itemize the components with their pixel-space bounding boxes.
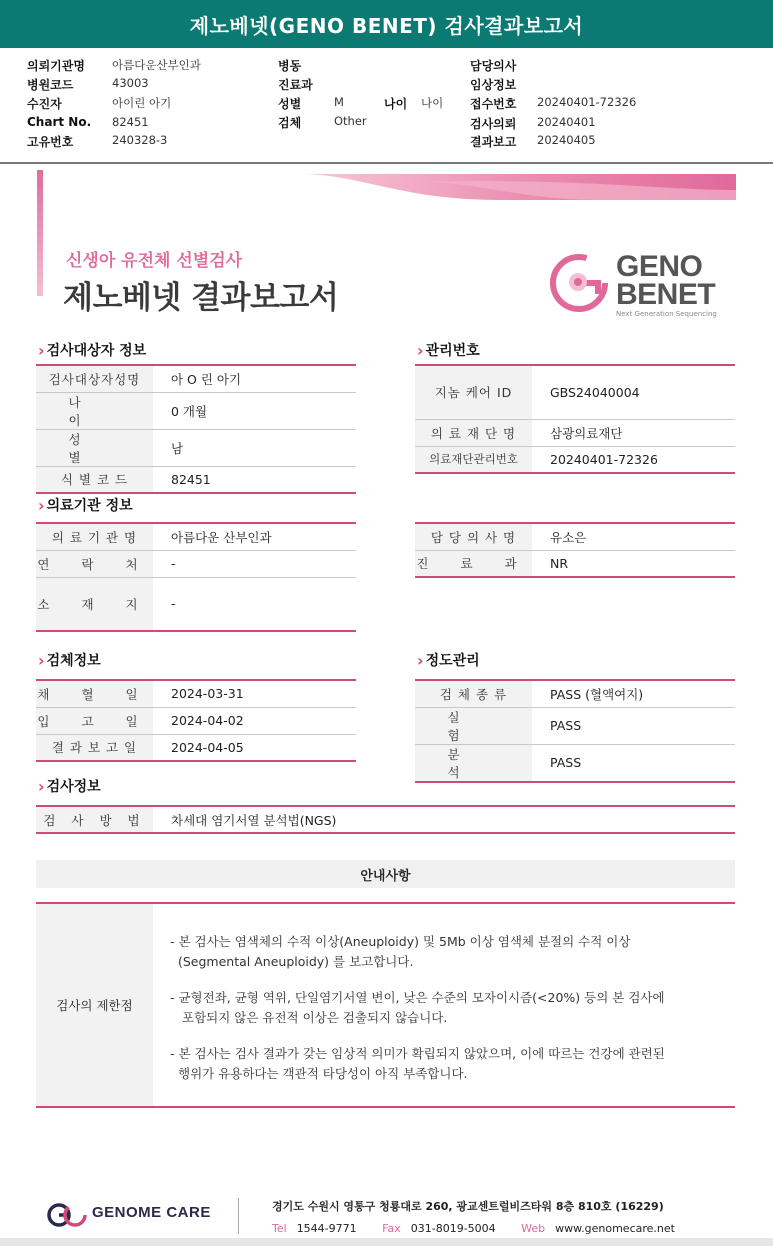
table-key: 식 별 코 드 <box>36 466 153 493</box>
decorative-stripe <box>37 170 43 296</box>
section-title-management <box>417 340 480 360</box>
table-value: NR <box>532 550 735 577</box>
table-row <box>36 577 356 631</box>
notice-item <box>170 988 720 1028</box>
header-value: 43003 <box>112 76 149 90</box>
section-title-specimen <box>38 650 101 670</box>
table-key: 분 석 <box>415 744 532 782</box>
header-label: 담당의사 <box>470 59 517 73</box>
table-row <box>36 523 356 550</box>
header-value: 82451 <box>112 115 149 129</box>
subject-info-table <box>36 364 356 494</box>
table-value: 2024-03-31 <box>153 680 356 707</box>
decorative-wave <box>300 170 736 204</box>
tel-value: 1544-9771 <box>296 1222 357 1235</box>
header-value: 아름다운산부인과 <box>112 58 201 72</box>
chevron-right-icon: › <box>38 776 45 796</box>
header-label: 진료과 <box>278 78 313 92</box>
header-value: 20240401-72326 <box>537 95 637 109</box>
table-row <box>36 429 356 466</box>
test-info-table <box>36 805 735 834</box>
notice-title: 안내사항 <box>360 868 411 884</box>
header-label: Chart No. <box>27 115 92 129</box>
table-value: PASS <box>532 744 735 782</box>
footer-divider <box>238 1198 239 1234</box>
table-key: 의 료 기 관 명 <box>36 523 153 550</box>
header-label: 결과보고 <box>470 135 517 149</box>
report-subtitle: 신생아 유전체 선별검사 <box>66 251 243 271</box>
table-key: 입 고 일 <box>36 707 153 734</box>
genome-care-logo-icon <box>46 1200 88 1230</box>
notice-text <box>170 932 720 1100</box>
patient-header-info <box>0 52 773 164</box>
table-row <box>415 744 735 782</box>
bottom-bar <box>0 1238 773 1246</box>
table-value: 20240401-72326 <box>532 446 735 473</box>
table-key: 의료재단관리번호 <box>415 446 532 473</box>
table-key: 결 과 보 고 일 <box>36 734 153 761</box>
institution-info-table <box>36 522 356 632</box>
fax-label: Fax <box>382 1222 401 1235</box>
header-value: M <box>334 95 344 109</box>
chevron-right-icon: › <box>38 495 45 515</box>
notice-line: - 본 검사는 염색체의 수적 이상(Aneuploidy) 및 5Mb 이상 염색체 분절의 수적 이상 <box>170 934 631 949</box>
table-value: 유소은 <box>532 523 735 550</box>
table-row <box>36 806 735 833</box>
chevron-right-icon: › <box>38 650 45 670</box>
table-value: 삼광의료재단 <box>532 419 735 446</box>
table-key: 성 별 <box>36 429 153 466</box>
notice-line: (Segmental Aneuploidy) 를 보고합니다. <box>178 954 414 969</box>
notice-item <box>170 932 720 972</box>
table-key: 지놈 케어 ID <box>415 365 532 419</box>
table-key: 실 험 <box>415 707 532 744</box>
section-title-text: 의료기관 정보 <box>46 498 133 514</box>
header-value: 20240405 <box>537 133 596 147</box>
header-label: 병원코드 <box>27 78 74 92</box>
table-key: 검 체 종 류 <box>415 680 532 707</box>
specimen-info-table <box>36 679 356 762</box>
table-value: 차세대 염기서열 분석법(NGS) <box>153 806 735 833</box>
table-row <box>415 680 735 707</box>
header-label: 접수번호 <box>470 97 517 111</box>
report-header-bar <box>0 0 773 48</box>
table-value: 아 O 린 아기 <box>153 365 356 392</box>
table-row <box>36 707 356 734</box>
footer-address: 경기도 수원시 영통구 청룡대로 260, 광교센트럴비즈타워 8층 810호 (16229) <box>272 1200 664 1213</box>
logo-text-geno: GENO <box>616 250 703 283</box>
notice-label: 검사의 제한점 <box>36 904 153 1106</box>
table-key: 소 재 지 <box>36 577 153 631</box>
table-value: 남 <box>153 429 356 466</box>
notice-header <box>36 860 735 888</box>
section-title-subject <box>38 340 146 360</box>
table-row <box>36 466 356 493</box>
table-key: 담 당 의 사 명 <box>415 523 532 550</box>
table-value: - <box>153 550 356 577</box>
table-row <box>415 707 735 744</box>
section-title-text: 검사대상자 정보 <box>46 343 147 359</box>
table-row <box>36 680 356 707</box>
fax-value: 031-8019-5004 <box>410 1222 496 1235</box>
table-value: 0 개월 <box>153 392 356 429</box>
header-label: 검사의뢰 <box>470 117 517 131</box>
section-title-test <box>38 776 101 796</box>
header-label: 수진자 <box>27 97 62 111</box>
logo-text-benet: BENET <box>616 278 716 311</box>
table-value: PASS (혈액여지) <box>532 680 735 707</box>
section-title-text: 정도관리 <box>425 653 480 669</box>
geno-benet-logo-icon <box>548 252 610 314</box>
institution-doctor-table <box>415 522 735 578</box>
table-value: 2024-04-05 <box>153 734 356 761</box>
table-key: 검사대상자성명 <box>36 365 153 392</box>
web-label: Web <box>521 1222 546 1235</box>
table-value: PASS <box>532 707 735 744</box>
header-value: 아이린 아기 <box>112 96 172 110</box>
header-value: 나이 <box>421 96 444 110</box>
section-title-text: 검체정보 <box>46 653 101 669</box>
table-row <box>415 365 735 419</box>
table-row <box>36 392 356 429</box>
table-value: 82451 <box>153 466 356 493</box>
notice-line: 행위가 유용하다는 객관적 타당성이 아직 부족합니다. <box>178 1066 468 1081</box>
footer-contact <box>272 1222 675 1235</box>
header-label: 병동 <box>278 59 302 73</box>
table-key: 의 료 재 단 명 <box>415 419 532 446</box>
notice-box <box>36 902 735 1108</box>
table-row <box>36 550 356 577</box>
header-label: 나이 <box>384 97 408 111</box>
tel-label: Tel <box>272 1222 287 1235</box>
section-title-qc <box>417 650 480 670</box>
table-value: - <box>153 577 356 631</box>
table-value: 2024-04-02 <box>153 707 356 734</box>
section-title-text: 관리번호 <box>425 343 480 359</box>
footer-brand: GENOME CARE <box>92 1204 211 1221</box>
header-label: 검체 <box>278 116 302 130</box>
table-key: 채 혈 일 <box>36 680 153 707</box>
management-info-table <box>415 364 735 474</box>
table-row <box>415 419 735 446</box>
table-key: 연 락 처 <box>36 550 153 577</box>
chevron-right-icon: › <box>417 650 424 670</box>
page-footer <box>0 1186 773 1246</box>
table-key: 검 사 방 법 <box>36 806 153 833</box>
header-label: 의뢰기관명 <box>27 59 85 73</box>
table-row <box>415 523 735 550</box>
table-key: 나 이 <box>36 392 153 429</box>
header-label: 임상정보 <box>470 78 517 92</box>
header-value: 20240401 <box>537 115 596 129</box>
table-key: 진 료 과 <box>415 550 532 577</box>
notice-line: - 본 검사는 검사 결과가 갖는 임상적 의미가 확립되지 않았으며, 이에 따르는 건강에 관련된 <box>170 1046 665 1061</box>
chevron-right-icon: › <box>417 340 424 360</box>
report-page <box>0 166 773 1246</box>
header-label: 성별 <box>278 97 302 111</box>
table-value: 아름다운 산부인과 <box>153 523 356 550</box>
notice-item <box>170 1044 720 1084</box>
header-value: 240328-3 <box>112 133 168 147</box>
table-row <box>415 550 735 577</box>
report-main-title: 제노베넷 결과보고서 <box>63 280 339 316</box>
chevron-right-icon: › <box>38 340 45 360</box>
qc-info-table <box>415 679 735 783</box>
geno-benet-logo <box>548 250 738 320</box>
header-value: Other <box>334 114 367 128</box>
report-header-title: 제노베넷(GENO BENET) 검사결과보고서 <box>189 13 584 38</box>
notice-line: - 균형전좌, 균형 역위, 단일염기서열 변이, 낮은 수준의 모자이시즘(<20%) 등의 본 검사에 <box>170 990 665 1005</box>
table-row <box>415 446 735 473</box>
table-value: GBS24040004 <box>532 365 735 419</box>
section-title-text: 검사정보 <box>46 779 101 795</box>
logo-tagline: Next Generation Sequencing <box>616 310 717 318</box>
notice-line: 포함되지 않은 유전적 이상은 검출되지 않습니다. <box>182 1010 448 1025</box>
web-link[interactable]: www.genomecare.net <box>555 1222 675 1235</box>
section-title-institution <box>38 495 133 515</box>
header-label: 고유번호 <box>27 135 74 149</box>
table-row <box>36 365 356 392</box>
table-row <box>36 734 356 761</box>
